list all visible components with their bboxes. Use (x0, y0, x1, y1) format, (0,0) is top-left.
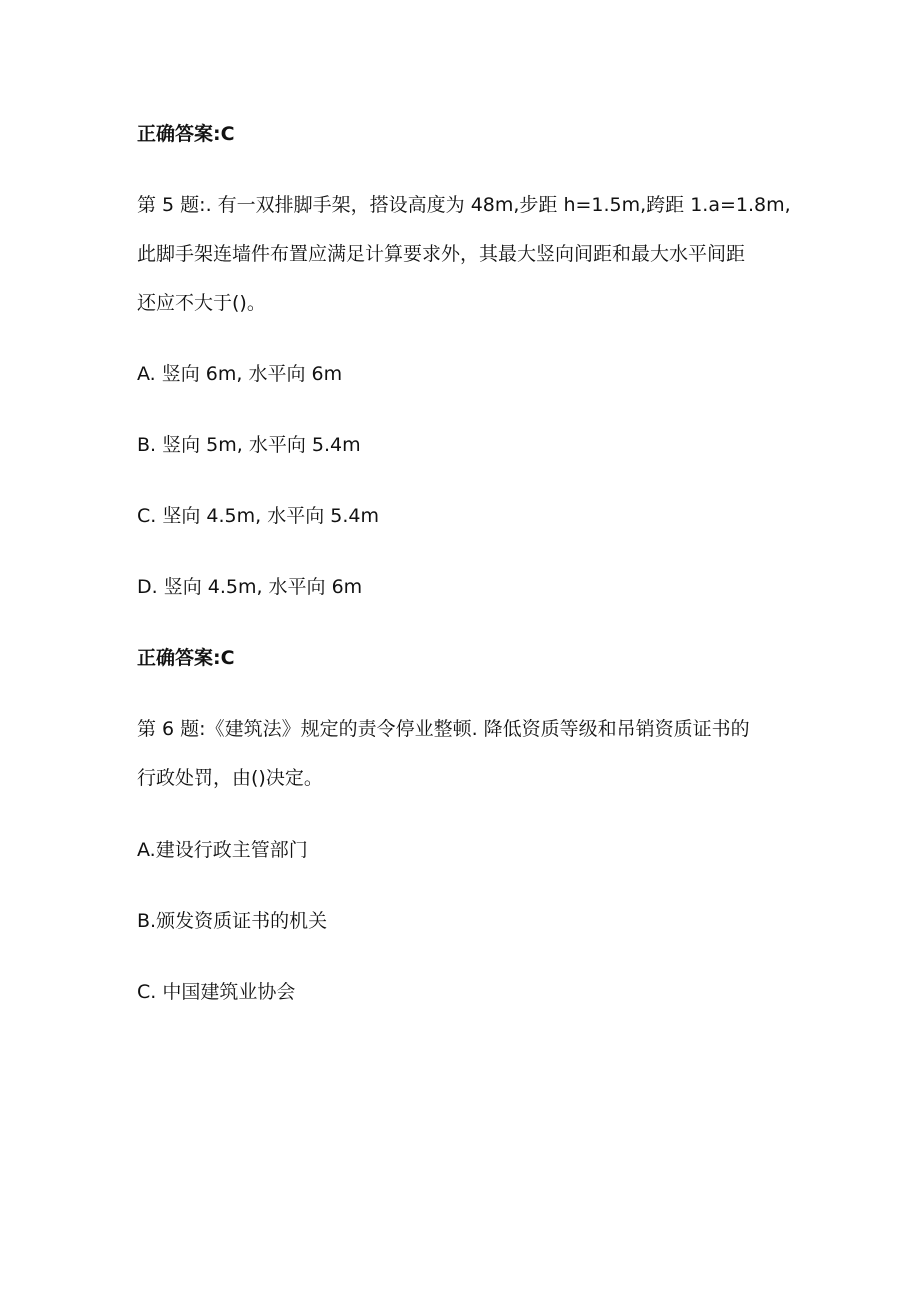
question-6-text-line-1: 第 6 题:《建筑法》规定的责令停业整顿. 降低资质等级和吊销资质证书的 (137, 718, 750, 740)
question-5-answer-label: 正确答案:C (137, 647, 235, 669)
answer-label: 正确答案:C (137, 123, 235, 145)
question-5-option-d: D. 竖向 4.5m, 水平向 6m (137, 576, 363, 598)
question-6-text-line-2: 行政处罚，由()决定。 (137, 767, 323, 789)
question-5-option-a: A. 竖向 6m, 水平向 6m (137, 363, 343, 385)
question-5-text-line-2: 此脚手架连墙件布置应满足计算要求外，其最大竖向间距和最大水平间距 (137, 243, 746, 265)
question-5-option-c: C. 坚向 4.5m, 水平向 5.4m (137, 505, 379, 527)
question-5-text-line-1: 第 5 题:. 有一双排脚手架，搭设高度为 48m,步距 h=1.5m,跨距 1.a=1.8m, (137, 194, 791, 216)
question-6-option-c: C. 中国建筑业协会 (137, 981, 296, 1003)
question-6-option-b: B.颁发资质证书的机关 (137, 910, 328, 932)
question-6-option-a: A.建设行政主管部门 (137, 839, 308, 861)
question-5-option-b: B. 竖向 5m, 水平向 5.4m (137, 434, 361, 456)
question-5-text-line-3: 还应不大于()。 (137, 292, 266, 314)
